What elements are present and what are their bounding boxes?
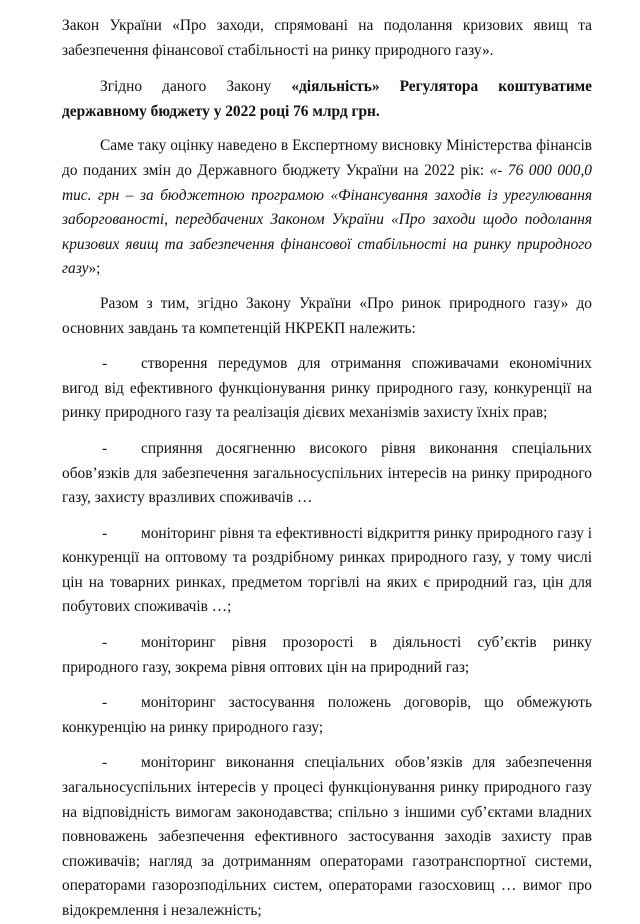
list-item-text: сприяння досягненню високого рівня виконання спеціальних обов’язків для забезпечення загальносуспільних інтересів на ринку природного газу, захисту вразливих споживачів … (62, 439, 592, 507)
paragraph-regulator-tasks: Разом з тим, згідно Закону України «Про ринок природного газу» до основних завдань та компетенцій НКРЕКП належить: (62, 294, 592, 337)
paragraph-expert-opinion (62, 134, 592, 282)
opinion-italic-quote: «- 76 000 000,0 тис. грн – за бюджетною програмою «Фінансування заходів із урегулювання заборгованості, передбачених Законом України «Про заходи щодо подолання кризових явищ та забезпечення фінансової стабільності на ринку природного газу (62, 161, 592, 278)
list-dash: - (102, 754, 108, 772)
opinion-tail-text: »; (88, 260, 101, 278)
list-dash: - (102, 439, 108, 457)
opinion-lead-text: Саме таку оцінку наведено в Експертному висновку Міністерства фінансів до поданих змін до Державного бюджету України на 2022 рік: (62, 137, 592, 179)
list-item (62, 691, 592, 740)
budget-lead-text: Згідно даного Закону (100, 78, 292, 96)
paragraph-law-title: Закон України «Про заходи, спрямовані на подолання кризових явищ та забезпечення фінансової стабільності на ринку природного газу». (62, 17, 592, 59)
list-item (62, 352, 592, 426)
list-dash: - (102, 694, 108, 712)
list-item (62, 631, 592, 680)
list-item-text: моніторинг виконання спеціальних обов’язків для забезпечення загальносуспільних інтересів у процесі функціонування ринку природного газу на відповідність вимогам законодавства; спільно з іншими суб’єктами владних повноважень забезпечення ефективного застосування заходів захисту прав споживачів; нагляд за дотриманням операторами газотранспортної системи, операторами газорозподільних систем, операторами газосховищ … вимог про відокремлення і незалежність; (62, 754, 592, 919)
list-item-text: моніторинг рівня прозорості в діяльності суб’єктів ринку природного газу, зокрема рівня оптових цін на природний газ; (62, 634, 592, 676)
list-item (62, 437, 592, 511)
list-item (62, 751, 592, 923)
budget-bold-text: «діяльність» Регулятора коштуватиме державному бюджету у 2022 році 76 млрд грн. (62, 78, 593, 120)
list-dash: - (102, 634, 108, 652)
list-item-text: моніторинг рівня та ефективності відкриття ринку природного газу і конкуренції на оптовому та роздрібному ринках природного газу, у тому числі цін на товарних ринках, предметом торгівлі на яких є природний газ, цін для побутових споживачів …; (62, 524, 592, 616)
list-item (62, 522, 592, 620)
list-item-text: моніторинг застосування положень договорів, що обмежують конкуренцію на ринку природного газу; (62, 694, 592, 736)
list-dash: - (102, 355, 108, 373)
list-dash: - (102, 524, 108, 542)
list-item-text: створення передумов для отримання споживачами економічних вигод від ефективного функціонування ринку природного газу, конкуренції на ринку природного газу та реалізація дієвих механізмів захисту їхніх прав; (62, 355, 592, 422)
paragraph-budget-cost (62, 75, 592, 124)
